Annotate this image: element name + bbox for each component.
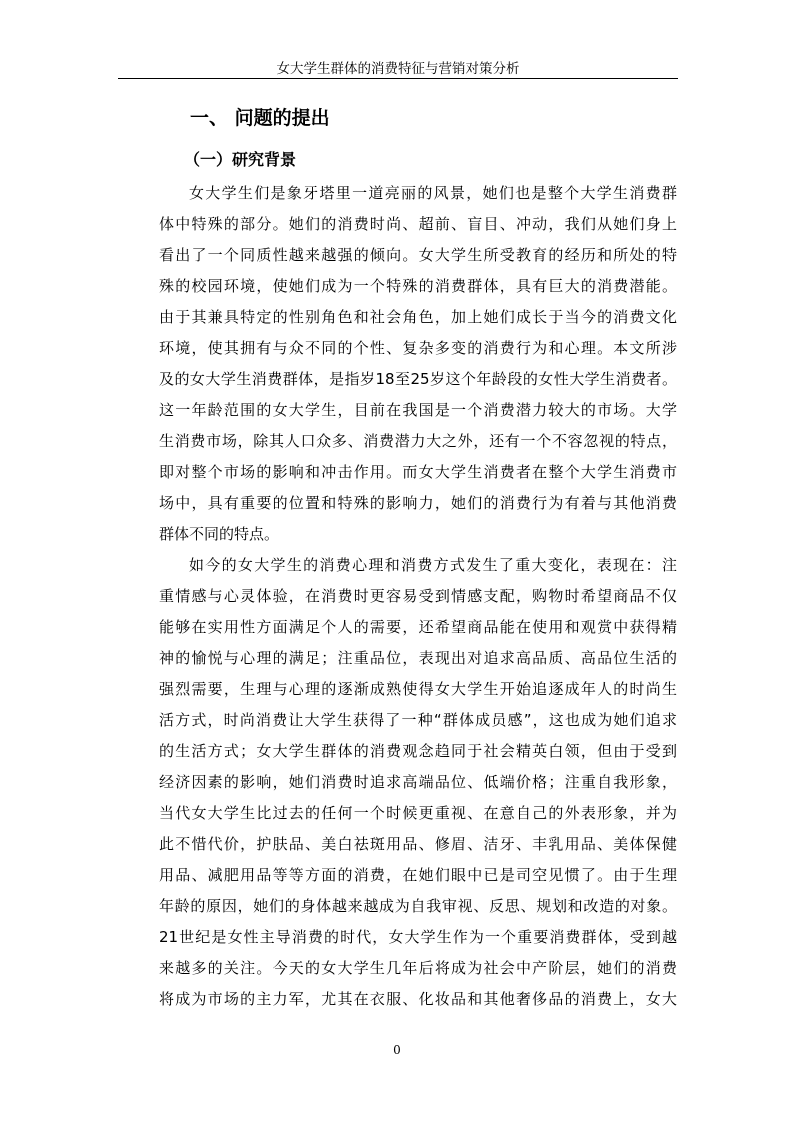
paragraph-line: 的生活方式；女大学生群体的消费观念趋同于社会精英白领，但由于受到	[159, 742, 677, 760]
paragraph-line: 强烈需要，生理与心理的逐渐成熟使得女大学生开始追逐成年人的时尚生	[159, 680, 677, 698]
paragraph-line: 将成为市场的主力军，尤其在衣服、化妆品和其他奢侈品的消费上，女大	[159, 990, 677, 1008]
paragraph-line: 殊的校园环境，使她们成为一个特殊的消费群体，具有巨大的消费潜能。	[159, 277, 677, 295]
running-header-title: 女大学生群体的消费特征与营销对策分析	[276, 61, 520, 77]
paragraph-line: 经济因素的影响，她们消费时追求高端品位、低端价格；注重自我形象，	[159, 773, 677, 791]
subsection-heading: （一）研究背景	[184, 150, 297, 169]
paragraph-line: 当代女大学生比过去的任何一个时候更重视、在意自己的外表形象，并为	[159, 804, 677, 822]
paragraph-line: 21世纪是女性主导消费的时代，女大学生作为一个重要消费群体，受到越	[159, 928, 677, 946]
paragraph-line: 体中特殊的部分。她们的消费时尚、超前、盲目、冲动，我们从她们身上	[159, 215, 677, 233]
paragraph-line: 看出了一个同质性越来越强的倾向。女大学生所受教育的经历和所处的特	[159, 246, 677, 264]
paragraph-line: 及的女大学生消费群体，是指岁18至25岁这个年龄段的女性大学生消费者。	[159, 370, 677, 388]
paragraph-line: 如今的女大学生的消费心理和消费方式发生了重大变化，表现在：注	[189, 556, 677, 574]
paragraph-line: 由于其兼具特定的性别角色和社会角色，加上她们成长于当今的消费文化	[159, 308, 677, 326]
paragraph-line: 重情感与心灵体验，在消费时更容易受到情感支配，购物时希望商品不仅	[159, 587, 677, 605]
paragraph-line: 场中，具有重要的位置和特殊的影响力，她们的消费行为有着与其他消费	[159, 494, 677, 512]
paragraph-line: 女大学生们是象牙塔里一道亮丽的风景，她们也是整个大学生消费群	[189, 184, 677, 202]
header-rule	[118, 78, 678, 79]
paragraph-1	[159, 178, 677, 550]
paragraph-line: 能够在实用性方面满足个人的需要，还希望商品能在使用和观赏中获得精	[159, 618, 677, 636]
paragraph-line: 生消费市场，除其人口众多、消费潜力大之外，还有一个不容忽视的特点，	[159, 432, 677, 450]
paragraph-line: 这一年龄范围的女大学生，目前在我国是一个消费潜力较大的市场。大学	[159, 401, 677, 419]
paragraph-line: 群体不同的特点。	[159, 525, 280, 543]
paragraph-line: 即对整个市场的影响和冲击作用。而女大学生消费者在整个大学生消费市	[159, 463, 677, 481]
section-heading: 一、 问题的提出	[190, 107, 330, 129]
paragraph-line: 环境，使其拥有与众不同的个性、复杂多变的消费行为和心理。本文所涉	[159, 339, 677, 357]
paragraph-line: 神的愉悦与心理的满足；注重品位，表现出对追求高品质、高品位生活的	[159, 649, 677, 667]
paragraph-line: 来越多的关注。今天的女大学生几年后将成为社会中产阶层，她们的消费	[159, 959, 677, 977]
paragraph-2	[159, 550, 677, 1015]
page-number: 0	[393, 1043, 401, 1057]
paragraph-line: 用品、减肥用品等等方面的消费，在她们眼中已是司空见惯了。由于生理	[159, 866, 677, 884]
body-text	[159, 178, 677, 1015]
paragraph-line: 活方式，时尚消费让大学生获得了一种“群体成员感”，这也成为她们追求	[159, 711, 677, 729]
paragraph-line: 此不惜代价，护肤品、美白祛斑用品、修眉、洁牙、丰乳用品、美体保健	[159, 835, 677, 853]
paragraph-line: 年龄的原因，她们的身体越来越成为自我审视、反思、规划和改造的对象。	[159, 897, 677, 915]
